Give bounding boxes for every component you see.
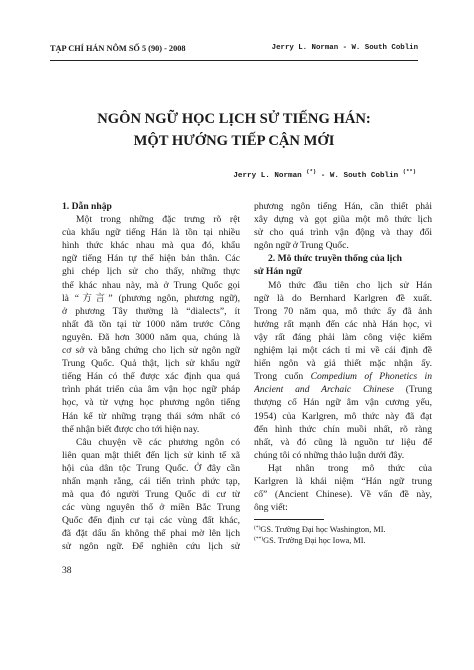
body-text-line: đến hình thức chín muồi nhất, rõ ràng <box>254 423 432 435</box>
footnote <box>254 534 444 545</box>
body-text-line: Karlgren là khái niệm “Hán ngữ trung <box>254 475 432 487</box>
body-text-line: Câu chuyện về các phương ngôn có <box>76 436 240 448</box>
body-text-line: Hạt nhân trong mô thức của <box>268 462 432 474</box>
body-text-line: cơ sở và bằng chứng cho lịch sử ngôn ngữ <box>62 345 240 357</box>
body-text-line: vậy rất đáng phải làm công việc kiểm <box>254 331 432 343</box>
body-text-line: nhất, và đó cũng là nguồn tư liệu để <box>254 436 432 448</box>
body-text-line: hội của dân tộc Trung Quốc. Ở đây cần <box>62 462 240 474</box>
body-text-line: cổ” (Ancient Chinese). Về vấn đề này, <box>254 489 432 501</box>
header-rule <box>50 60 418 61</box>
body-text-line: các vùng nguyên thổ ở miền Bắc Trung <box>62 502 240 514</box>
body-text-line: Trong cuốn Compedium of Phonetics in <box>254 371 432 383</box>
body-text-line: Mô thức đầu tiên cho lịch sử Hán <box>268 279 432 291</box>
body-text-line: nhấn mạnh rằng, cái tiến trình phức tạp, <box>62 475 240 487</box>
body-text-line: ngôn ngữ ở Trung Quốc. <box>254 240 349 252</box>
body-text-line: là “方言” (phương ngôn, phương ngữ), <box>62 292 240 304</box>
body-text-line: thể nhận biết được cho tới hiện nay. <box>62 423 200 435</box>
body-text-line: Hán kể từ những trạng thái sớm nhất có <box>62 410 240 422</box>
body-text-line: xây dựng và gọt giũa một mô thức lịch <box>254 214 432 226</box>
body-text-line: thượng cổ Hán ngữ âm vận cương yếu, <box>254 397 432 409</box>
section-heading-line: sử Hán ngữ <box>254 266 302 278</box>
body-text-line: Ancient and Archaic Chinese (Trung <box>254 384 432 396</box>
author-1: Jerry L. Norman <box>233 172 302 180</box>
body-text-line: ông viết: <box>254 502 288 514</box>
body-text-line: tiếng Hán có thể được xác định qua quá <box>62 371 240 383</box>
body-text-line: phương ngôn tiếng Hán, cần thiết phải <box>254 201 432 212</box>
article-title-line-1: NGÔN NGỮ HỌC LỊCH SỬ TIẾNG HÁN: <box>97 111 371 127</box>
footnote-mark: (*) <box>254 525 261 531</box>
body-text-line: ngữ là do Bernhard Karlgren đề xuất. <box>254 292 432 304</box>
footnote <box>254 523 444 534</box>
body-text-line: của khẩu ngữ tiếng Hán là tồn tại nhiều <box>62 227 240 239</box>
body-text-line: học, và từ vựng học phương ngôn tiếng <box>62 397 240 409</box>
body-text-line: mà qua đó người Trung Quốc di cư từ <box>62 489 240 501</box>
page-number: 38 <box>62 565 72 576</box>
footnote-rule <box>254 519 324 520</box>
author-2: - W. South Coblin <box>320 172 399 180</box>
footnote-mark-1: (*) <box>306 168 317 175</box>
body-text-line: 1954) của Karlgren, mô thức này đã đạt <box>254 410 432 422</box>
body-text-line: ghi chép lịch sử cho thấy, những thực <box>62 266 240 278</box>
body-text-line: ngữ tiếng Hán tự thể hiện bản thân. Các <box>62 253 240 265</box>
footnote-mark: (**) <box>254 536 264 542</box>
body-text-line: hưởng rất mạnh đến các nhà Hán học, vì <box>254 318 432 330</box>
body-text-line: thể khác nhau này, mà ở Trung Quốc gọi <box>62 279 240 291</box>
body-text-line: trình phát triển của âm vận học ngữ pháp <box>62 384 240 396</box>
body-text-line: Trong 70 năm qua, mô thức ấy đã ảnh <box>254 305 432 317</box>
footnote-mark-2: (**) <box>402 168 416 175</box>
footnote-text: GS. Trường Đại học Washington, MI. <box>260 525 386 534</box>
running-head <box>50 44 418 56</box>
body-column-left <box>62 200 240 554</box>
body-text-line: Một trong những đặc trưng rõ rệt <box>76 214 240 226</box>
body-text-line: liên quan mật thiết đến lịch sử kinh tế xã <box>62 449 240 461</box>
section-heading-line: 1. Dẫn nhập <box>62 201 112 212</box>
body-text-line: đã đặt dấu ấn không thể phai mờ lên lịch <box>62 528 240 540</box>
body-text-line: hình thức khác nhau mà qua đó, khẩu <box>62 240 240 252</box>
body-text-line: sử cho quá trình vận động và thay đổi <box>254 227 432 239</box>
body-text-line: nghiệm lại một cách tỉ mỉ về cái định đề <box>254 345 432 357</box>
body-column-right <box>254 200 432 514</box>
running-head-authors: Jerry L. Norman - W. South Coblin <box>271 44 418 52</box>
body-text-line: chúng tôi có những thảo luận dưới đây. <box>254 449 405 461</box>
journal-issue: TẠP CHÍ HÁN NÔM SỐ 5 (90) - 2008 <box>50 44 186 53</box>
footnote-text: GS. Trường Đại học Iowa, MI. <box>263 536 366 545</box>
body-text-line: sử ngôn ngữ. Để nghiên cứu lịch sử <box>62 541 240 553</box>
body-text-line: nhất đã tồn tại từ 1000 năm trước Công <box>62 318 240 330</box>
article-title-line-2: MỘT HƯỚNG TIẾP CẬN MỚI <box>133 133 335 149</box>
body-text-line: nguyên. Đã hơn 3000 năm qua, chúng là <box>62 331 240 343</box>
body-text-line: Trung Quốc. Quả thật, lịch sử khẩu ngữ <box>62 358 240 370</box>
body-text-line: ở phương Tây thường là “dialects”, ít <box>62 305 240 317</box>
body-text-line: hiển ngôn và giả thiết mặc nhận ấy. <box>254 358 432 370</box>
body-text-line: Quốc đến định cư tại các vùng đất khác, <box>62 515 240 527</box>
section-heading-line: 2. Mô thức truyền thống của lịch <box>268 253 402 265</box>
footnotes <box>254 523 444 545</box>
author-byline <box>233 168 416 180</box>
